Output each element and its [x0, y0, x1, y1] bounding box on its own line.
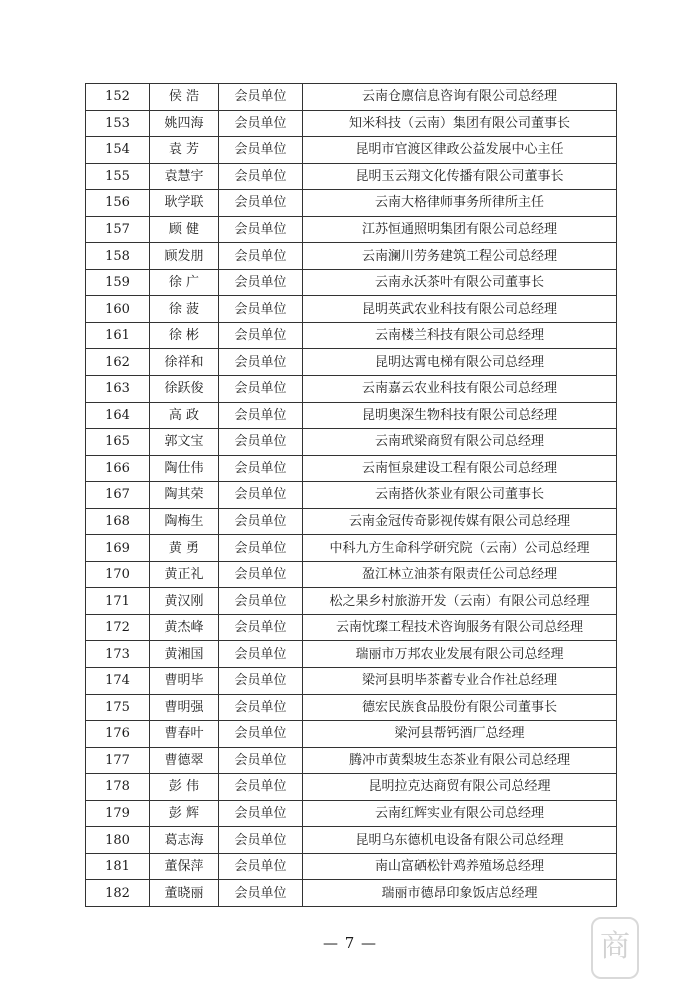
member-position: 云南澜川劳务建筑工程公司总经理	[303, 243, 617, 270]
member-type: 会员单位	[219, 429, 303, 456]
member-position: 江苏恒通照明集团有限公司总经理	[303, 216, 617, 243]
row-number: 162	[86, 349, 150, 376]
member-type: 会员单位	[219, 110, 303, 137]
row-number: 161	[86, 322, 150, 349]
table-row	[86, 402, 617, 429]
member-type: 会员单位	[219, 800, 303, 827]
row-number: 152	[86, 84, 150, 111]
row-number: 164	[86, 402, 150, 429]
member-position: 梁河县帮钙酒厂总经理	[303, 721, 617, 748]
member-name: 曹德翠	[150, 747, 219, 774]
member-name: 徐 彬	[150, 322, 219, 349]
member-name: 徐跃俊	[150, 376, 219, 403]
member-type: 会员单位	[219, 880, 303, 907]
table-row	[86, 322, 617, 349]
row-number: 158	[86, 243, 150, 270]
member-type: 会员单位	[219, 190, 303, 217]
row-number: 156	[86, 190, 150, 217]
member-position: 云南忱璨工程技术咨询服务有限公司总经理	[303, 614, 617, 641]
table-row	[86, 668, 617, 695]
member-name: 郭文宝	[150, 429, 219, 456]
member-name: 侯 浩	[150, 84, 219, 111]
row-number: 176	[86, 721, 150, 748]
table-row	[86, 721, 617, 748]
member-type: 会员单位	[219, 508, 303, 535]
member-position: 瑞丽市德昂印象饭店总经理	[303, 880, 617, 907]
table-row	[86, 429, 617, 456]
table-row	[86, 296, 617, 323]
row-number: 171	[86, 588, 150, 615]
member-name: 陶梅生	[150, 508, 219, 535]
member-position: 昆明乌东德机电设备有限公司总经理	[303, 827, 617, 854]
member-position: 云南仓廪信息咨询有限公司总经理	[303, 84, 617, 111]
member-name: 曹明强	[150, 694, 219, 721]
member-name: 陶仕伟	[150, 455, 219, 482]
row-number: 170	[86, 561, 150, 588]
member-name: 黄汉刚	[150, 588, 219, 615]
member-position: 昆明英武农业科技有限公司总经理	[303, 296, 617, 323]
row-number: 182	[86, 880, 150, 907]
row-number: 177	[86, 747, 150, 774]
row-number: 159	[86, 269, 150, 296]
table-row	[86, 349, 617, 376]
member-position: 云南大格律师事务所律所主任	[303, 190, 617, 217]
member-position: 云南嘉云农业科技有限公司总经理	[303, 376, 617, 403]
member-type: 会员单位	[219, 455, 303, 482]
member-position: 知米科技（云南）集团有限公司董事长	[303, 110, 617, 137]
table-row	[86, 853, 617, 880]
row-number: 167	[86, 482, 150, 509]
member-position: 中科九方生命科学研究院（云南）公司总经理	[303, 535, 617, 562]
member-name: 董保萍	[150, 853, 219, 880]
member-name: 黄杰峰	[150, 614, 219, 641]
member-name: 黄 勇	[150, 535, 219, 562]
member-type: 会员单位	[219, 376, 303, 403]
page-number: — 7 —	[322, 934, 378, 952]
member-name: 徐 菠	[150, 296, 219, 323]
member-type: 会员单位	[219, 482, 303, 509]
member-type: 会员单位	[219, 641, 303, 668]
member-name: 彭 伟	[150, 774, 219, 801]
member-position: 梁河县明毕茶蓄专业合作社总经理	[303, 668, 617, 695]
member-name: 葛志海	[150, 827, 219, 854]
table-row	[86, 508, 617, 535]
member-type: 会员单位	[219, 827, 303, 854]
row-number: 172	[86, 614, 150, 641]
watermark-seal-icon: 商	[591, 917, 639, 979]
table-row	[86, 455, 617, 482]
member-type: 会员单位	[219, 668, 303, 695]
member-name: 黄湘国	[150, 641, 219, 668]
table-row	[86, 588, 617, 615]
table-row	[86, 880, 617, 907]
row-number: 174	[86, 668, 150, 695]
member-type: 会员单位	[219, 561, 303, 588]
member-name: 顾 健	[150, 216, 219, 243]
member-name: 董晓丽	[150, 880, 219, 907]
table-row	[86, 827, 617, 854]
member-name: 徐 广	[150, 269, 219, 296]
member-position: 昆明奥深生物科技有限公司总经理	[303, 402, 617, 429]
member-name: 顾发朋	[150, 243, 219, 270]
member-type: 会员单位	[219, 349, 303, 376]
member-type: 会员单位	[219, 774, 303, 801]
table-row	[86, 84, 617, 111]
row-number: 154	[86, 137, 150, 164]
member-name: 耿学联	[150, 190, 219, 217]
member-position: 腾冲市黄梨坡生态茶业有限公司总经理	[303, 747, 617, 774]
table-row	[86, 800, 617, 827]
row-number: 180	[86, 827, 150, 854]
member-position: 云南搭伙茶业有限公司董事长	[303, 482, 617, 509]
member-type: 会员单位	[219, 535, 303, 562]
table-row	[86, 482, 617, 509]
member-position: 昆明玉云翔文化传播有限公司董事长	[303, 163, 617, 190]
member-position: 云南恒泉建设工程有限公司总经理	[303, 455, 617, 482]
member-name: 袁慧宇	[150, 163, 219, 190]
member-position: 昆明达霄电梯有限公司总经理	[303, 349, 617, 376]
table-row	[86, 747, 617, 774]
member-position: 云南玳梁商贸有限公司总经理	[303, 429, 617, 456]
row-number: 178	[86, 774, 150, 801]
member-name: 曹明毕	[150, 668, 219, 695]
member-name: 袁 芳	[150, 137, 219, 164]
member-name: 曹春叶	[150, 721, 219, 748]
table-row	[86, 376, 617, 403]
member-position: 盈江林立油茶有限责任公司总经理	[303, 561, 617, 588]
member-position: 昆明拉克达商贸有限公司总经理	[303, 774, 617, 801]
member-type: 会员单位	[219, 402, 303, 429]
member-type: 会员单位	[219, 747, 303, 774]
member-type: 会员单位	[219, 137, 303, 164]
member-type: 会员单位	[219, 694, 303, 721]
member-position: 德宏民族食品股份有限公司董事长	[303, 694, 617, 721]
row-number: 155	[86, 163, 150, 190]
member-name: 陶其荣	[150, 482, 219, 509]
row-number: 157	[86, 216, 150, 243]
member-type: 会员单位	[219, 721, 303, 748]
member-type: 会员单位	[219, 243, 303, 270]
member-name: 姚四海	[150, 110, 219, 137]
row-number: 165	[86, 429, 150, 456]
member-position: 瑞丽市万邦农业发展有限公司总经理	[303, 641, 617, 668]
member-position: 云南红辉实业有限公司总经理	[303, 800, 617, 827]
member-table-body	[86, 84, 617, 907]
table-row	[86, 641, 617, 668]
row-number: 153	[86, 110, 150, 137]
member-position: 昆明市官渡区律政公益发展中心主任	[303, 137, 617, 164]
member-name: 徐祥和	[150, 349, 219, 376]
table-row	[86, 614, 617, 641]
member-table	[85, 83, 617, 907]
row-number: 168	[86, 508, 150, 535]
member-type: 会员单位	[219, 853, 303, 880]
member-name: 彭 辉	[150, 800, 219, 827]
row-number: 173	[86, 641, 150, 668]
member-type: 会员单位	[219, 588, 303, 615]
row-number: 163	[86, 376, 150, 403]
member-type: 会员单位	[219, 296, 303, 323]
table-row	[86, 110, 617, 137]
member-position: 云南永沃茶叶有限公司董事长	[303, 269, 617, 296]
member-name: 黄正礼	[150, 561, 219, 588]
row-number: 175	[86, 694, 150, 721]
member-type: 会员单位	[219, 216, 303, 243]
table-row	[86, 535, 617, 562]
table-row	[86, 561, 617, 588]
member-position: 云南金冠传奇影视传媒有限公司总经理	[303, 508, 617, 535]
member-type: 会员单位	[219, 163, 303, 190]
row-number: 166	[86, 455, 150, 482]
table-row	[86, 269, 617, 296]
table-row	[86, 190, 617, 217]
table-row	[86, 216, 617, 243]
table-row	[86, 243, 617, 270]
row-number: 179	[86, 800, 150, 827]
table-row	[86, 694, 617, 721]
row-number: 160	[86, 296, 150, 323]
member-type: 会员单位	[219, 269, 303, 296]
member-position: 云南楼兰科技有限公司总经理	[303, 322, 617, 349]
table-row	[86, 163, 617, 190]
member-type: 会员单位	[219, 614, 303, 641]
table-row	[86, 137, 617, 164]
row-number: 169	[86, 535, 150, 562]
member-name: 高 政	[150, 402, 219, 429]
member-type: 会员单位	[219, 322, 303, 349]
member-position: 南山富硒松针鸡养殖场总经理	[303, 853, 617, 880]
table-row	[86, 774, 617, 801]
member-type: 会员单位	[219, 84, 303, 111]
row-number: 181	[86, 853, 150, 880]
member-position: 松之果乡村旅游开发（云南）有限公司总经理	[303, 588, 617, 615]
